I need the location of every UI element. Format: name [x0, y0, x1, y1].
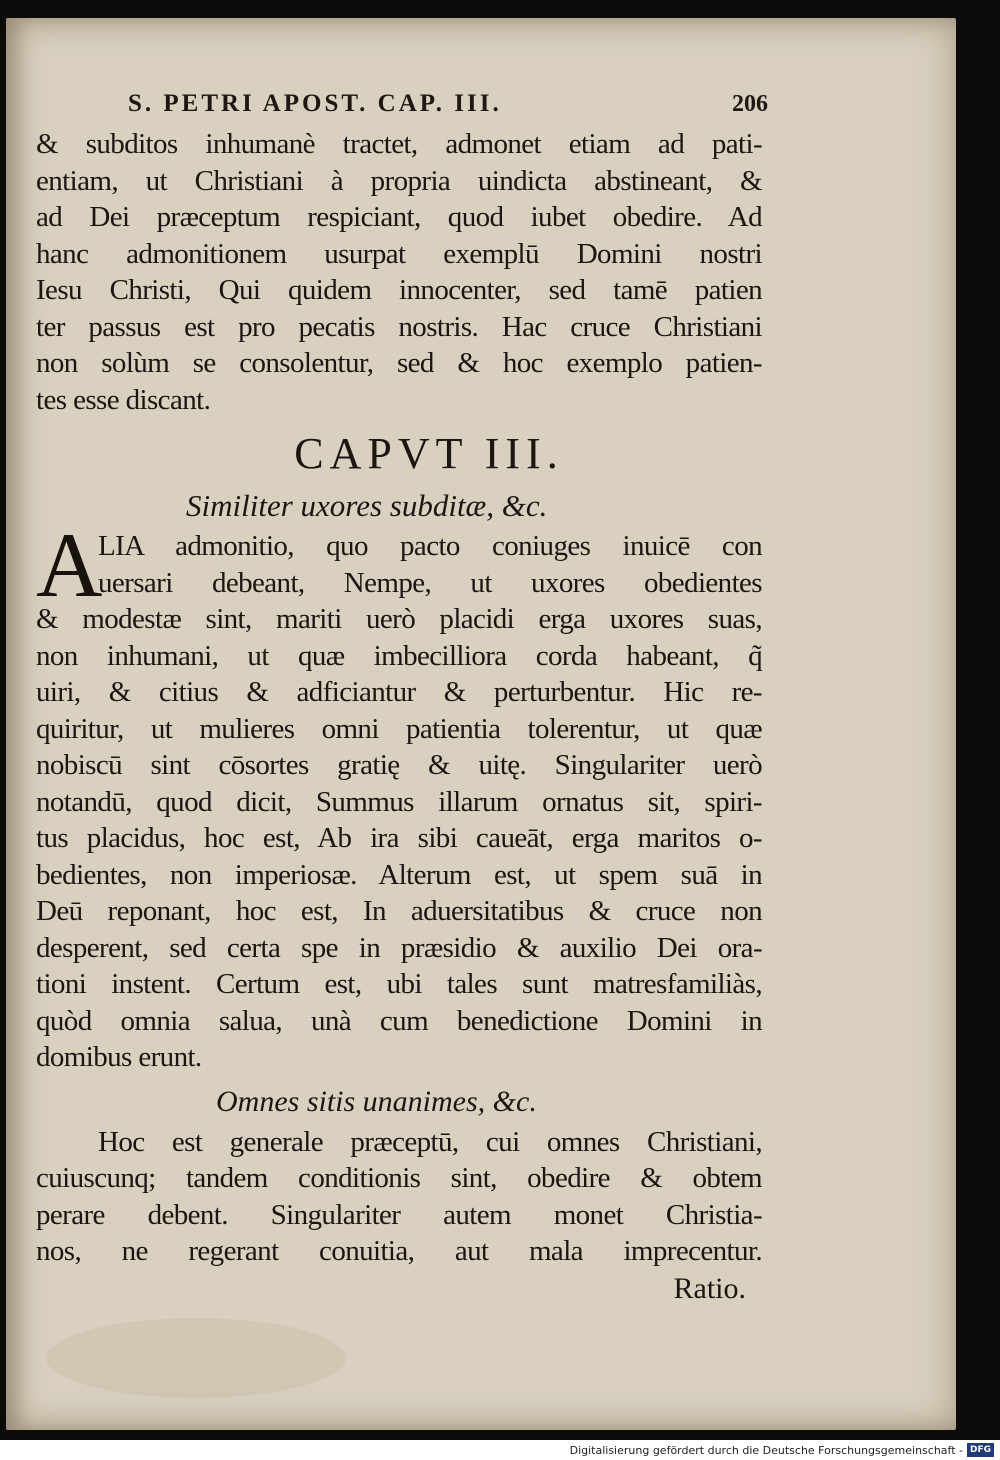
chapter-heading: CAPVT III. — [294, 429, 564, 478]
text-block — [36, 126, 762, 1308]
text-line: tioni instent. Certum est, ubi tales sunt matresfamiliàs, — [36, 968, 762, 1000]
text-line: & subditos inhumanè tractet, admonet etiam ad pati- — [36, 128, 762, 160]
dfg-logo-icon: DFG — [967, 1443, 994, 1457]
text-line: non solùm se consolentur, sed & hoc exemplo patien- — [36, 347, 762, 379]
text-line: entiam, ut Christiani à propria uindicta abstineant, & — [36, 164, 762, 197]
text-line: Hoc est generale præceptū, cui omnes Christiani, — [98, 1125, 762, 1158]
chapter-subheading: Similiter uxores subditæ, &c. — [186, 488, 548, 523]
running-head — [128, 86, 768, 122]
text-line: non inhumani, ut quæ imbecilliora corda habeant, q̃ — [36, 639, 762, 672]
digitization-credit — [570, 1442, 994, 1458]
text-line: tus placidus, hoc est, Ab ira sibi caueāt, erga maritos o- — [36, 822, 762, 854]
running-head-title: S. PETRI APOST. CAP. III. — [128, 90, 502, 117]
catchword: Ratio. — [673, 1271, 746, 1305]
text-line: & modestæ sint, mariti uerò placidi erga uxores suas, — [36, 603, 762, 635]
page-number: 206 — [732, 90, 768, 117]
text-line: Deū reponant, hoc est, In aduersitatibus & cruce non — [36, 895, 762, 927]
text-line: uiri, & citius & adficiantur & perturbentur. Hic re- — [36, 676, 762, 708]
paragraph-1 — [36, 514, 762, 1076]
intro-paragraph — [36, 126, 762, 418]
text-line: ter passus est pro pecatis nostris. Hac cruce Christiani — [36, 310, 762, 343]
paragraph-2 — [36, 1124, 762, 1270]
credit-text: Digitalisierung gefördert durch die Deutsche Forschungsgemeinschaft - — [569, 1443, 963, 1457]
text-line: quòd omnia salua, unà cum benedictione Domini in — [36, 1004, 762, 1037]
text-line: Iesu Christi, Qui quidem innocenter, sed tamē patien — [36, 274, 762, 306]
text-line: uersari debeant, Nempe, ut uxores obedientes — [98, 566, 762, 599]
text-line: nos, ne regerant conuitia, aut mala imprecentur. — [36, 1235, 762, 1267]
text-line: hanc admonitionem usurpat exemplū Domini nostri — [36, 237, 762, 270]
text-line: bedientes, non imperiosæ. Alterum est, ut spem suā in — [36, 858, 762, 891]
paper-stain — [46, 1318, 346, 1398]
text-line: desperent, sed certa spe in præsidio & auxilio Dei ora- — [36, 931, 762, 964]
section-subheading: Omnes sitis unanimes, &c. — [216, 1084, 537, 1118]
text-line: tes esse discant. — [36, 383, 211, 416]
drop-cap-initial: A — [36, 514, 103, 616]
text-line: quiritur, ut mulieres omni patientia tolerentur, ut quæ — [36, 712, 762, 745]
text-line: cuiuscunq; tandem conditionis sint, obedire & obtem — [36, 1162, 762, 1194]
text-line: perare debent. Singulariter autem monet Christia- — [36, 1198, 762, 1231]
text-line: notandū, quod dicit, Summus illarum ornatus sit, spiri- — [36, 785, 762, 818]
text-line: domibus erunt. — [36, 1041, 202, 1073]
text-line: LIA admonitio, quo pacto coniuges inuicē con — [98, 530, 762, 562]
text-line: nobiscū sint cōsortes gratię & uitę. Singulariter uerò — [36, 749, 762, 781]
text-line: ad Dei præceptum respiciant, quod iubet obedire. Ad — [36, 201, 762, 233]
